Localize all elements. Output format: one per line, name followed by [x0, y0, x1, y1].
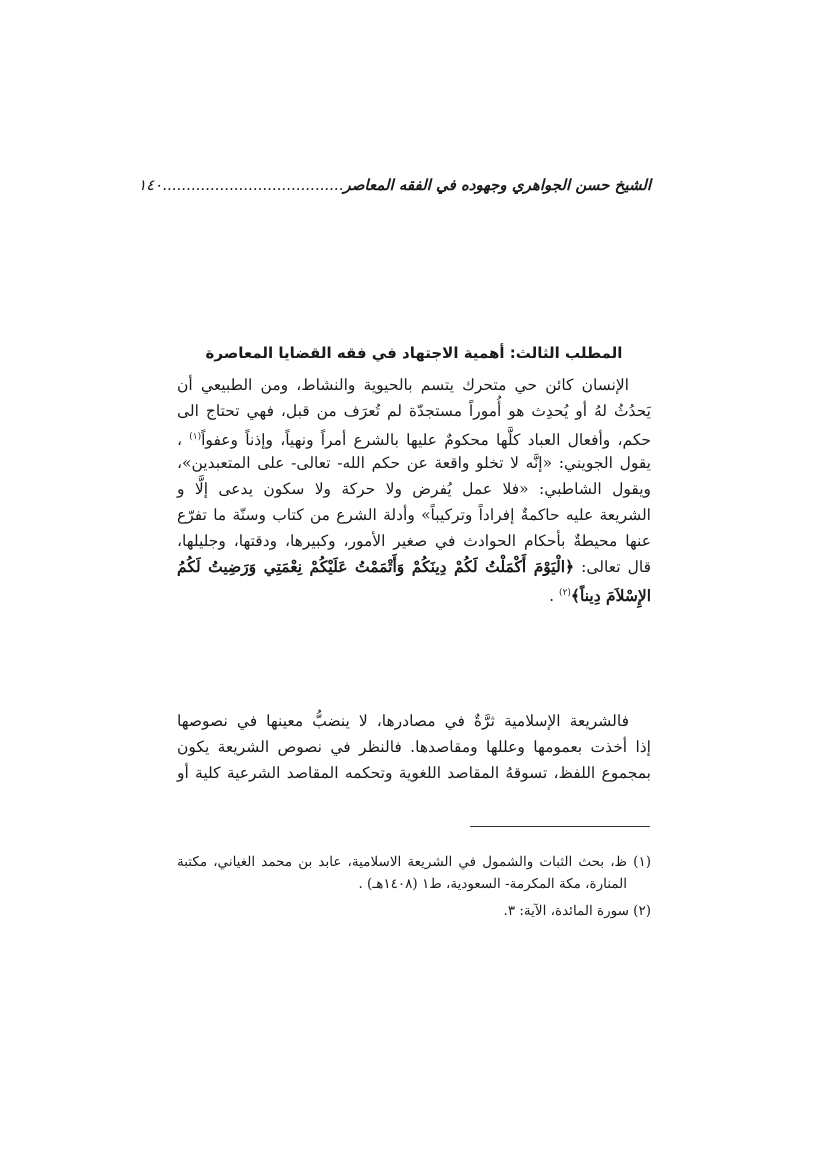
body-line: عنها محيطةٌ بأحكام الحوادث في صغير الأمور، وكبيرها، ودقتها، وجليلها،: [177, 532, 651, 550]
body-line: ويقول الشاطبي: «فلا عمل يُفرض ولا حركة ولا سكون يدعى إلَّا و: [177, 480, 651, 498]
footnote-1-cont: المنارة، مكة المكرمة- السعودية، ط١ (١٤٠٨هـ) .: [358, 876, 627, 892]
quran-verse-line: قال تعالى: ﴿الْيَوْمَ أَكْمَلْتُ لَكُمْ دِينَكُمْ وَأَتْمَمْتُ عَلَيْكُمْ نِعْمَتِي وَرَضِيتُ لَكُمُ: [177, 557, 651, 576]
running-header: [138, 176, 651, 194]
section-title: المطلب الثالث: أهمية الاجتهاد في فقه القضايا المعاصرة: [205, 344, 623, 362]
footnote-1: (١) ظ، بحث الثبات والشمول في الشريعة الاسلامية، عابد بن محمد الغياني، مكتبة: [177, 854, 651, 870]
running-title: الشيخ حسن الجواهري وجهوده في الفقه المعاصر......................................: [162, 176, 651, 194]
body-line: يَحدُثُ لهُ أو يُحدِث هو أُموراً مستجدّة لم تُعرَف من قبل، فهي تحتاج الى: [177, 402, 651, 420]
page-number: ١٤٠: [138, 176, 163, 194]
body-line: بمجموع اللفظ، تسوقهُ المقاصد اللغوية وتحكمه المقاصد الشرعية كلية أو: [177, 764, 651, 782]
quran-verse-line: الإِسْلاَمَ دِيناً﴾$^{(٢)}$ .: [549, 586, 651, 606]
footnote-2: (٢) سورة المائدة، الآية: ٣.: [503, 903, 651, 919]
body-line: الإنسان كائن حي متحرك يتسم بالحيوية والنشاط، ومن الطبيعي أن: [177, 376, 629, 394]
body-line: الشريعة عليه حاكمةٌ إفراداً وتركيباً» وأدلة الشرع من كتاب وسنّة ما تفرّع: [177, 506, 651, 524]
body-line: حكم، وأفعال العباد كلَّها محكومٌ عليها بالشرع أمراً ونهياً، وإذناً وعفواً$^{(١)}$ ،: [177, 431, 651, 450]
body-line: فالشريعة الإسلامية ثرَّةٌ في مصادرها، لا ينضبُّ معينها في نصوصها: [177, 712, 629, 730]
footnote-ref[interactable]: (١): [189, 432, 202, 442]
body-line: إذا أخذت بعمومها وعللها ومقاصدها. فالنظر في نصوص الشريعة يكون: [177, 738, 651, 756]
footnote-ref[interactable]: (٢): [559, 588, 571, 598]
footnote-separator: [470, 826, 650, 827]
body-line: يقول الجويني: «إنَّه لا تخلو واقعة عن حكم الله- تعالى- على المتعبدين»،: [177, 454, 651, 472]
